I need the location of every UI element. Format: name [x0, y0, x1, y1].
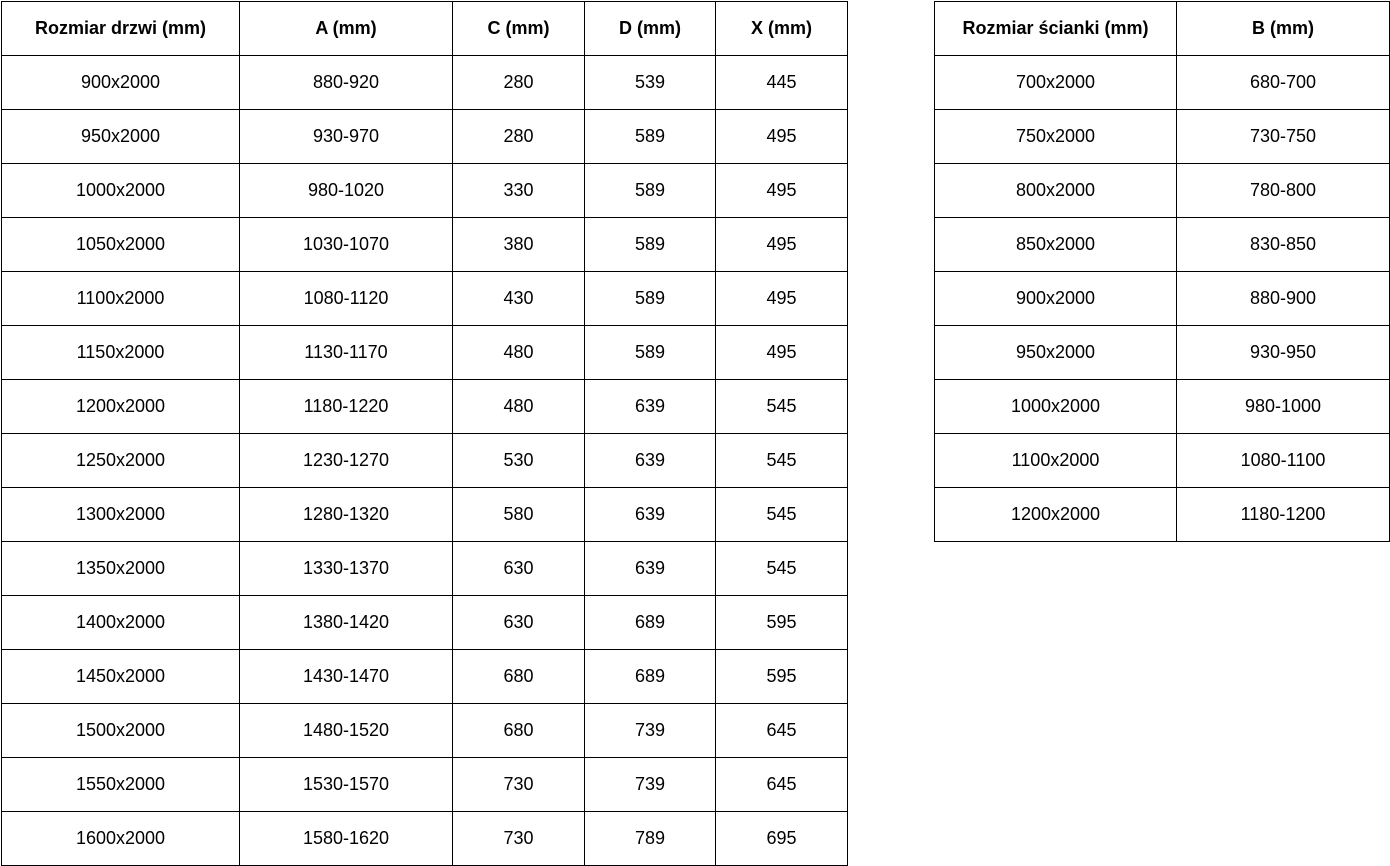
- cell-a: 1280-1320: [240, 488, 453, 542]
- cell-c: 330: [453, 164, 585, 218]
- cell-d: 689: [585, 650, 716, 704]
- cell-a: 980-1020: [240, 164, 453, 218]
- cell-x: 545: [716, 488, 848, 542]
- cell-wall-size: 750x2000: [935, 110, 1177, 164]
- cell-a: 1330-1370: [240, 542, 453, 596]
- cell-d: 639: [585, 542, 716, 596]
- table-row: [2, 56, 848, 110]
- cell-d: 739: [585, 704, 716, 758]
- cell-c: 480: [453, 326, 585, 380]
- cell-d: 589: [585, 272, 716, 326]
- table-row: [2, 596, 848, 650]
- cell-b: 1180-1200: [1177, 488, 1390, 542]
- cell-c: 530: [453, 434, 585, 488]
- cell-x: 495: [716, 326, 848, 380]
- cell-x: 445: [716, 56, 848, 110]
- cell-wall-size: 1200x2000: [935, 488, 1177, 542]
- table-row: [2, 758, 848, 812]
- column-header-wall-size: Rozmiar ścianki (mm): [935, 2, 1177, 56]
- door-sizes-table: [1, 1, 848, 866]
- table-row: [2, 812, 848, 866]
- cell-d: 739: [585, 758, 716, 812]
- cell-x: 645: [716, 704, 848, 758]
- cell-wall-size: 800x2000: [935, 164, 1177, 218]
- cell-d: 589: [585, 110, 716, 164]
- table-row: [935, 326, 1390, 380]
- cell-door-size: 1000x2000: [2, 164, 240, 218]
- cell-c: 430: [453, 272, 585, 326]
- cell-wall-size: 950x2000: [935, 326, 1177, 380]
- cell-x: 545: [716, 542, 848, 596]
- cell-b: 880-900: [1177, 272, 1390, 326]
- cell-d: 689: [585, 596, 716, 650]
- cell-door-size: 1600x2000: [2, 812, 240, 866]
- cell-door-size: 1200x2000: [2, 380, 240, 434]
- cell-d: 589: [585, 326, 716, 380]
- table-row: [2, 488, 848, 542]
- table-row: [2, 110, 848, 164]
- cell-d: 639: [585, 380, 716, 434]
- cell-a: 1430-1470: [240, 650, 453, 704]
- cell-b: 830-850: [1177, 218, 1390, 272]
- cell-a: 1380-1420: [240, 596, 453, 650]
- cell-a: 930-970: [240, 110, 453, 164]
- cell-c: 580: [453, 488, 585, 542]
- cell-b: 730-750: [1177, 110, 1390, 164]
- cell-door-size: 1500x2000: [2, 704, 240, 758]
- cell-d: 589: [585, 164, 716, 218]
- cell-x: 595: [716, 596, 848, 650]
- cell-wall-size: 700x2000: [935, 56, 1177, 110]
- cell-wall-size: 850x2000: [935, 218, 1177, 272]
- cell-c: 730: [453, 812, 585, 866]
- cell-b: 1080-1100: [1177, 434, 1390, 488]
- cell-door-size: 1400x2000: [2, 596, 240, 650]
- cell-wall-size: 1000x2000: [935, 380, 1177, 434]
- cell-c: 680: [453, 650, 585, 704]
- table-row: [2, 542, 848, 596]
- cell-a: 1080-1120: [240, 272, 453, 326]
- cell-c: 630: [453, 596, 585, 650]
- cell-c: 280: [453, 56, 585, 110]
- column-header-x: X (mm): [716, 2, 848, 56]
- cell-door-size: 1300x2000: [2, 488, 240, 542]
- table-row: [2, 704, 848, 758]
- table-row: [935, 272, 1390, 326]
- cell-c: 380: [453, 218, 585, 272]
- table-row: [935, 56, 1390, 110]
- cell-x: 595: [716, 650, 848, 704]
- cell-b: 680-700: [1177, 56, 1390, 110]
- cell-d: 539: [585, 56, 716, 110]
- table-row: [935, 380, 1390, 434]
- table-row: [935, 110, 1390, 164]
- wall-sizes-table: [934, 1, 1390, 542]
- column-header-d: D (mm): [585, 2, 716, 56]
- cell-wall-size: 900x2000: [935, 272, 1177, 326]
- table-row: [2, 380, 848, 434]
- cell-x: 695: [716, 812, 848, 866]
- cell-door-size: 1250x2000: [2, 434, 240, 488]
- cell-door-size: 900x2000: [2, 56, 240, 110]
- table-row: [935, 488, 1390, 542]
- cell-door-size: 1450x2000: [2, 650, 240, 704]
- cell-d: 639: [585, 488, 716, 542]
- column-header-door-size: Rozmiar drzwi (mm): [2, 2, 240, 56]
- table-row: [935, 434, 1390, 488]
- cell-a: 1030-1070: [240, 218, 453, 272]
- cell-c: 630: [453, 542, 585, 596]
- cell-d: 789: [585, 812, 716, 866]
- cell-x: 545: [716, 434, 848, 488]
- cell-a: 1130-1170: [240, 326, 453, 380]
- cell-d: 639: [585, 434, 716, 488]
- cell-a: 1530-1570: [240, 758, 453, 812]
- table-row: [935, 164, 1390, 218]
- cell-x: 545: [716, 380, 848, 434]
- cell-c: 680: [453, 704, 585, 758]
- table-row: [2, 326, 848, 380]
- table-header-row: [935, 2, 1390, 56]
- cell-door-size: 1050x2000: [2, 218, 240, 272]
- cell-x: 645: [716, 758, 848, 812]
- table-header-row: [2, 2, 848, 56]
- cell-x: 495: [716, 218, 848, 272]
- column-header-a: A (mm): [240, 2, 453, 56]
- cell-c: 730: [453, 758, 585, 812]
- cell-b: 780-800: [1177, 164, 1390, 218]
- cell-door-size: 1150x2000: [2, 326, 240, 380]
- table-row: [2, 650, 848, 704]
- cell-x: 495: [716, 110, 848, 164]
- cell-wall-size: 1100x2000: [935, 434, 1177, 488]
- cell-c: 280: [453, 110, 585, 164]
- cell-d: 589: [585, 218, 716, 272]
- cell-c: 480: [453, 380, 585, 434]
- table-row: [2, 218, 848, 272]
- cell-door-size: 950x2000: [2, 110, 240, 164]
- cell-a: 1480-1520: [240, 704, 453, 758]
- column-header-b: B (mm): [1177, 2, 1390, 56]
- cell-door-size: 1350x2000: [2, 542, 240, 596]
- cell-a: 880-920: [240, 56, 453, 110]
- table-row: [935, 218, 1390, 272]
- cell-b: 980-1000: [1177, 380, 1390, 434]
- column-header-c: C (mm): [453, 2, 585, 56]
- cell-x: 495: [716, 272, 848, 326]
- cell-b: 930-950: [1177, 326, 1390, 380]
- table-row: [2, 434, 848, 488]
- cell-x: 495: [716, 164, 848, 218]
- cell-a: 1230-1270: [240, 434, 453, 488]
- cell-door-size: 1100x2000: [2, 272, 240, 326]
- table-row: [2, 272, 848, 326]
- cell-a: 1580-1620: [240, 812, 453, 866]
- table-row: [2, 164, 848, 218]
- cell-door-size: 1550x2000: [2, 758, 240, 812]
- cell-a: 1180-1220: [240, 380, 453, 434]
